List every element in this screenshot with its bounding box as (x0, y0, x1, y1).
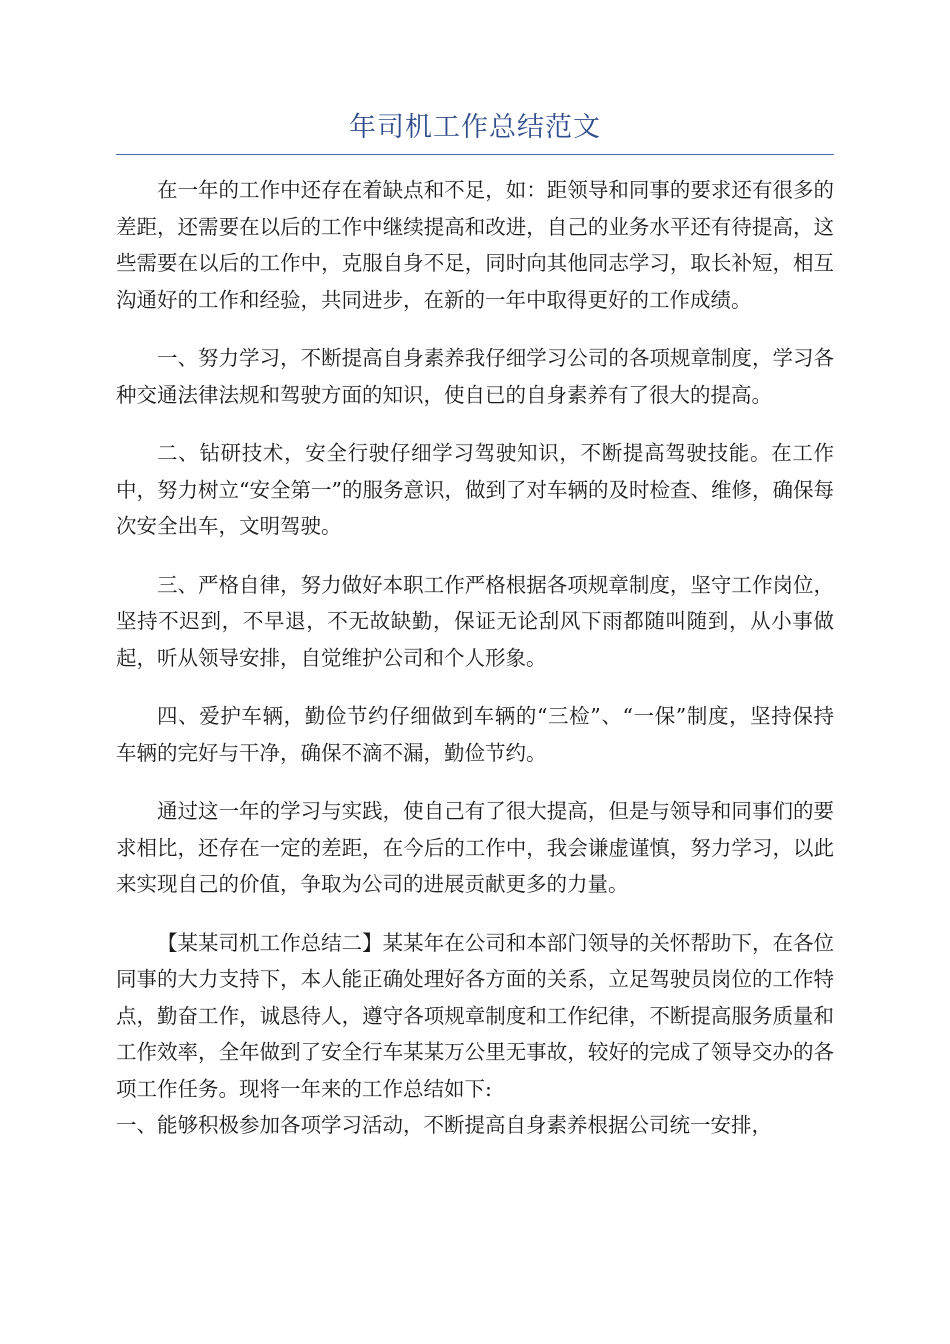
paragraph-point-3: 三、严格自律，努力做好本职工作严格根据各项规章制度，坚守工作岗位，坚持不迟到，不早退，不无故缺勤，保证无论刮风下雨都随叫随到，从小事做起，听从领导安排，自觉维护公司和个人形象。 (116, 572, 834, 670)
paragraph-point-4: 四、爱护车辆，勤俭节约仔细做到车辆的“三检”、“一保”制度，坚持保持车辆的完好与干净，确保不滴不漏，勤俭节约。 (116, 704, 834, 765)
page-title: 年司机工作总结范文 (349, 112, 601, 143)
paragraph-point-1: 一、努力学习，不断提高自身素养我仔细学习公司的各项规章制度，学习各种交通法律法规和驾驶方面的知识，使自已的自身素养有了很大的提高。 (116, 346, 834, 407)
title-container (116, 108, 834, 148)
paragraph-intro: 在一年的工作中还存在着缺点和不足，如：距领导和同事的要求还有很多的差距，还需要在以后的工作中继续提高和改进，自己的业务水平还有待提高，这些需要在以后的工作中，克服自身不足，同时向其他同志学习，取长补短，相互沟通好的工作和经验，共同进步，在新的一年中取得更好的工作成绩。 (116, 178, 834, 312)
title-underline (116, 154, 834, 155)
paragraph-point-2: 二、钻研技术，安全行驶仔细学习驾驶知识，不断提高驾驶技能。在工作中，努力树立“安全第一”的服务意识，做到了对车辆的及时检查、维修，确保每次安全出车，文明驾驶。 (116, 441, 834, 538)
document-body (116, 172, 834, 1144)
paragraph-summary-two-point-1: 一、能够积极参加各项学习活动，不断提高自身素养根据公司统一安排， (116, 1113, 772, 1137)
paragraph-conclusion: 通过这一年的学习与实践，使自己有了很大提高，但是与领导和同事们的要求相比，还存在一定的差距，在今后的工作中，我会谦虚谨慎，努力学习，以此来实现自己的价值，争取为公司的进展贡献更多的力量。 (116, 799, 834, 896)
paragraph-summary-two: 【某某司机工作总结二】某某年在公司和本部门领导的关怀帮助下，在各位同事的大力支持下，本人能正确处理好各方面的关系，立足驾驶员岗位的工作特点，勤奋工作，诚恳待人，遵守各项规章制度和工作纪律，不断提高服务质量和工作效率，全年做到了安全行车某某万公里无事故，较好的完成了领导交办的各项工作任务。现将一年来的工作总结如下: (116, 930, 834, 1101)
